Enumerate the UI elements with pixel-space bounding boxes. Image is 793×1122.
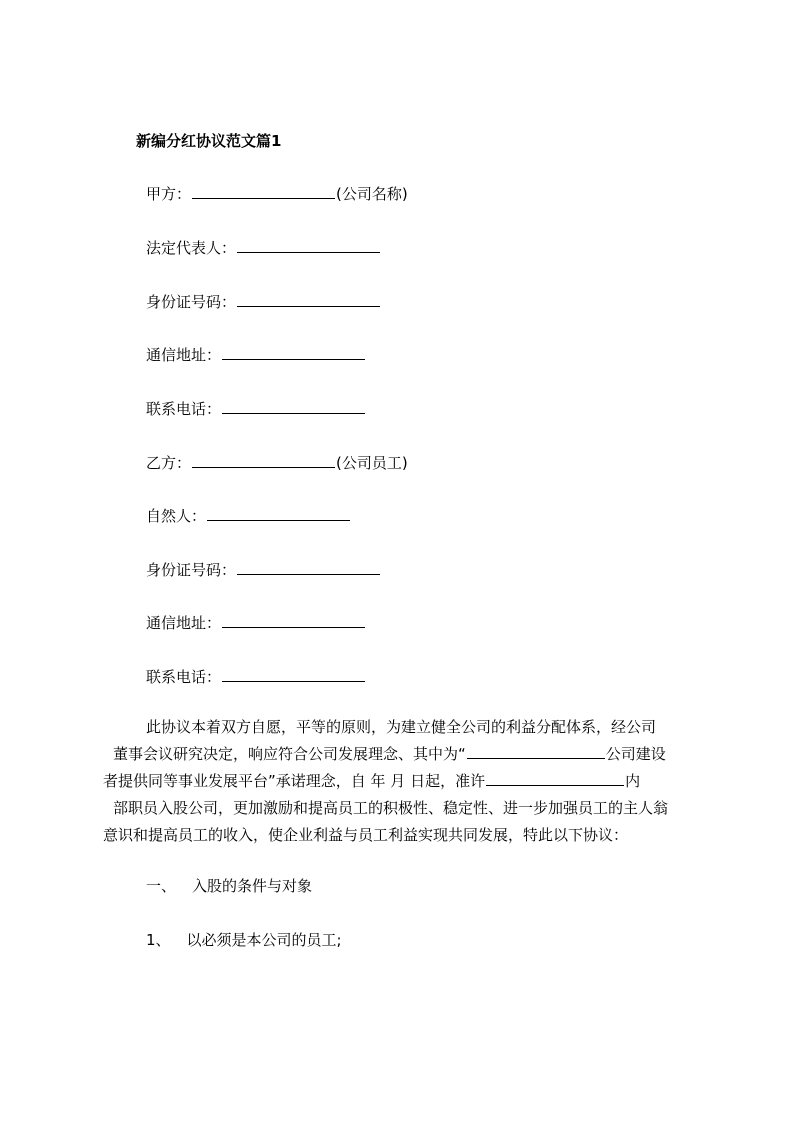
intro-line-2-a: 董事会议研究决定，响应符合公司发展理念、其中为“ [113,745,466,763]
party-a-legal-rep-line [146,238,381,258]
intro-line-5: 意识和提高员工的收入，使企业利益与员工利益实现共同发展，特此以下协议： [103,826,629,844]
party-b-phone-label: 联系电话： [146,668,222,686]
party-a-blank [192,184,335,199]
party-a-phone-blank [222,399,365,414]
party-b-phone-blank [222,667,365,682]
party-b-person-line [146,506,351,526]
party-a-id-blank [237,292,380,307]
intro-line-3-a: 者提供同等事业发展平台”承诺理念，自 年 月 日起，准许 [103,772,486,790]
party-a-address-label: 通信地址： [146,346,222,364]
document-title: 新编分红协议范文篇1 [136,132,282,150]
party-b-blank [192,453,335,468]
party-a-address-blank [222,345,365,360]
intro-blank-2 [486,771,624,786]
party-a-address-line [146,345,366,365]
legal-rep-blank [237,238,380,253]
party-a-suffix: (公司名称) [336,185,408,203]
intro-line-2-b: 公司建设 [605,745,666,763]
item-1-number: 1、 [146,931,171,949]
person-label: 自然人： [146,507,207,525]
party-b-address-label: 通信地址： [146,614,222,632]
intro-line-2 [103,741,701,768]
intro-line-1: 此协议本着双方自愿，平等的原则，为建立健全公司的利益分配体系，经公司 [146,718,657,736]
party-b-line [146,453,408,473]
party-b-id-blank [237,560,380,575]
section-1-title: 入股的条件与对象 [192,877,313,895]
intro-blank-1 [467,744,605,759]
party-a-phone-line [146,399,366,419]
intro-line-4: 部职员入股公司，更加激励和提高员工的积极性、稳定性、进一步加强员工的主人翁 [113,799,669,817]
intro-paragraph [103,714,701,849]
party-a-label: 甲方： [146,185,192,203]
party-b-address-blank [222,613,365,628]
party-b-label: 乙方： [146,454,192,472]
section-1-heading [146,876,312,896]
intro-line-3-b: 内 [625,772,641,790]
item-1-text: 以必须是本公司的员工; [186,931,342,949]
party-a-phone-label: 联系电话： [146,400,222,418]
party-b-suffix: (公司员工) [336,454,408,472]
section-1-number: 一、 [146,877,177,895]
party-b-phone-line [146,667,366,687]
party-a-id-line [146,292,381,312]
person-blank [207,506,350,521]
party-a-id-label: 身份证号码： [146,293,237,311]
intro-line-3 [103,768,701,795]
party-b-id-label: 身份证号码： [146,561,237,579]
party-b-id-line [146,560,381,580]
legal-rep-label: 法定代表人： [146,239,237,257]
party-b-address-line [146,613,366,633]
item-1 [146,930,342,950]
party-a-line [146,184,408,204]
